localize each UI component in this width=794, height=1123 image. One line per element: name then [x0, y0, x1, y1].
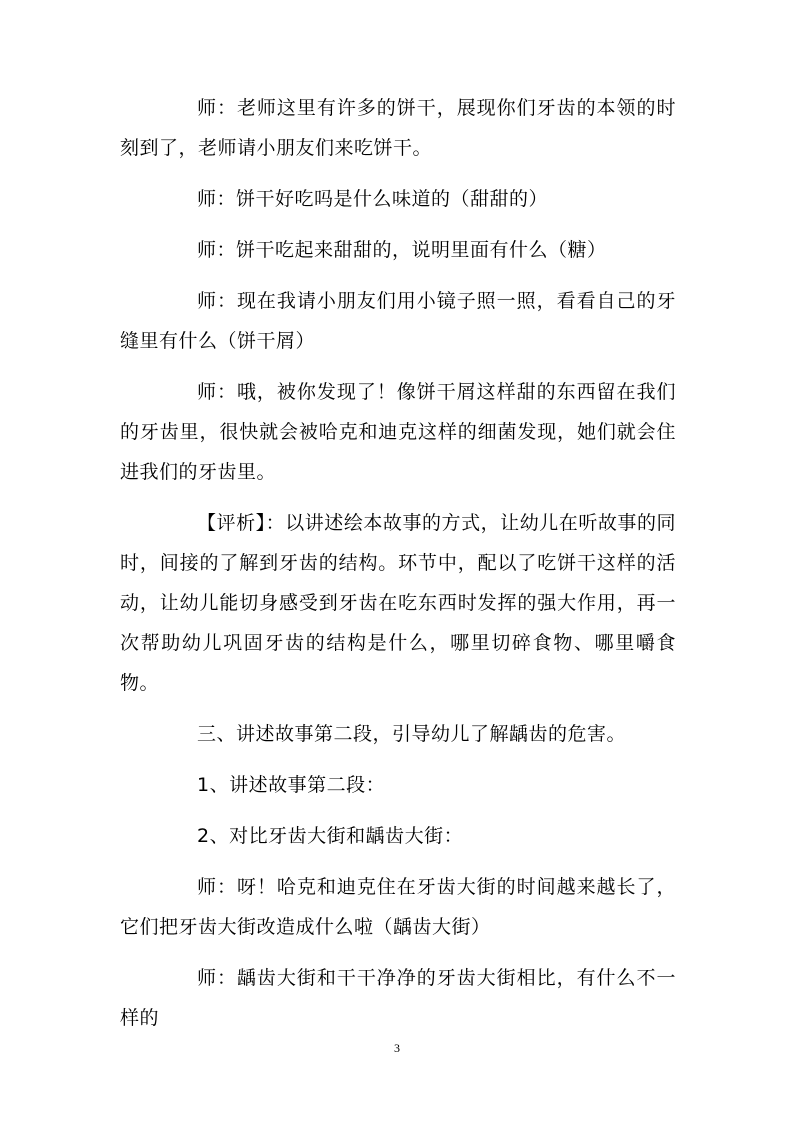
paragraph-decay-street: 师：呀！哈克和迪克住在牙齿大街的时间越来越长了，它们把牙齿大街改造成什么啦（龋齿大街） [120, 876, 676, 938]
paragraph-bacteria-discovery: 师：哦，被你发现了！像饼干屑这样甜的东西留在我们的牙齿里，很快就会被哈克和迪克这样的细菌发现，她们就会住进我们的牙齿里。 [120, 381, 676, 483]
paragraph-street-comparison: 师：龋齿大街和干干净净的牙齿大街相比，有什么不一样的 [120, 967, 676, 1029]
paragraph-cookie-sugar: 师：饼干吃起来甜甜的，说明里面有什么（糖） [197, 239, 607, 261]
list-item-tell-story: 1、讲述故事第二段： [197, 774, 386, 796]
paragraph-analysis: 【评析】：以讲述绘本故事的方式，让幼儿在听故事的同时，间接的了解到牙齿的结构。环节中，配以了吃饼干这样的活动，让幼儿能切身感受到牙齿在吃东西时发挥的强大作用，再一次帮助幼儿巩固牙齿的结构是什么，哪里切碎食物、哪里嚼食物。 [120, 512, 676, 694]
paragraph-cookie-taste: 师：饼干好吃吗是什么味道的（甜甜的） [197, 188, 549, 210]
page-number: 3 [394, 1041, 400, 1055]
paragraph-mirror-check: 师：现在我请小朋友们用小镜子照一照，看看自己的牙缝里有什么（饼干屑） [120, 290, 676, 352]
section-heading-part-three: 三、讲述故事第二段，引导幼儿了解龋齿的危害。 [197, 723, 627, 745]
document-body [120, 88, 676, 1049]
list-item-compare-streets: 2、对比牙齿大街和龋齿大街： [197, 825, 464, 847]
paragraph-cookies-intro: 师：老师这里有许多的饼干，展现你们牙齿的本领的时刻到了，老师请小朋友们来吃饼干。 [120, 97, 676, 159]
